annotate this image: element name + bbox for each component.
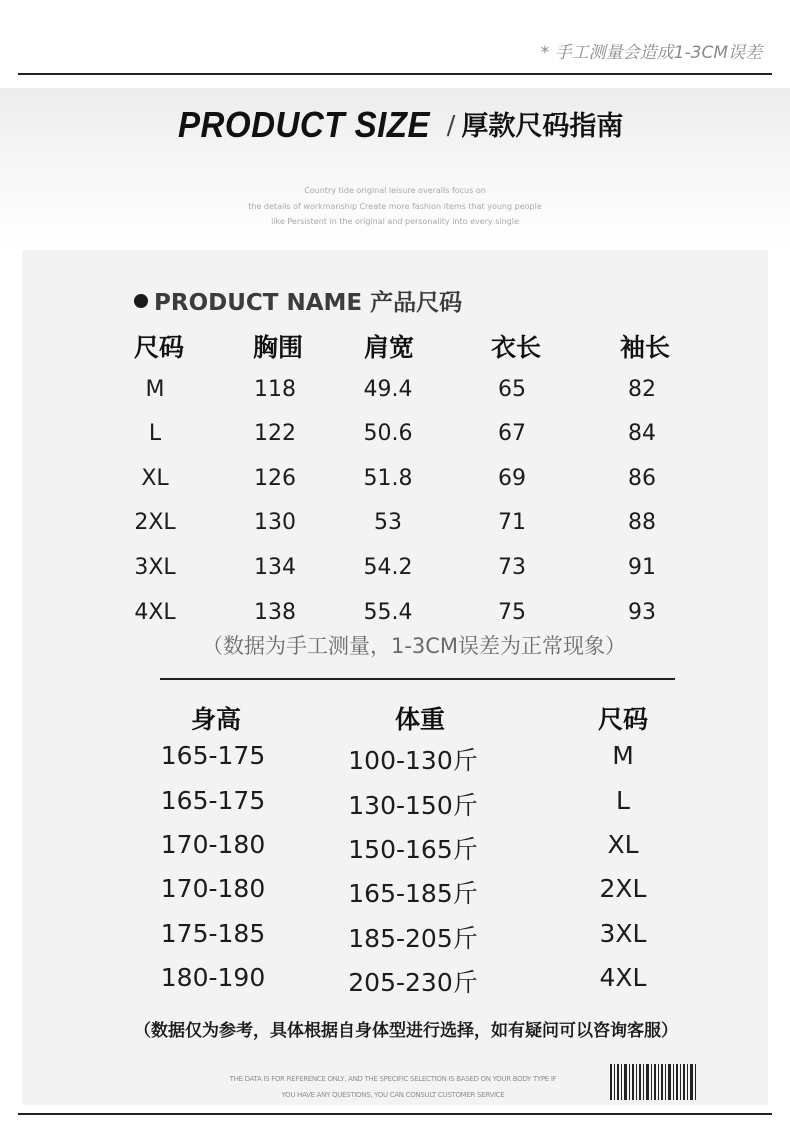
size-cell: 51.8 bbox=[363, 466, 413, 491]
size-cell: 88 bbox=[628, 510, 656, 535]
title-english: PRODUCT SIZE bbox=[177, 104, 430, 145]
title-separator: / bbox=[446, 111, 456, 141]
size-cell: XL bbox=[141, 466, 169, 491]
size-header-chest: 胸围 bbox=[252, 333, 304, 362]
size-cell: 134 bbox=[254, 555, 296, 580]
fit-cell: 205-230斤 bbox=[348, 968, 478, 997]
fit-cell: 150-165斤 bbox=[348, 835, 478, 864]
size-cell: 73 bbox=[498, 555, 526, 580]
footer-disclaimer bbox=[230, 1071, 557, 1103]
size-cell: 122 bbox=[254, 421, 296, 446]
size-cell: 54.2 bbox=[363, 555, 413, 580]
size-cell: 82 bbox=[628, 377, 656, 402]
measurement-note: （数据为手工测量，1-3CM误差为正常现象） bbox=[201, 634, 627, 658]
subtext-line: Country tide original leisure overalls focus on bbox=[304, 186, 486, 195]
size-cell: 4XL bbox=[134, 600, 176, 625]
fit-header-size: 尺码 bbox=[597, 705, 649, 734]
size-cell: 50.6 bbox=[363, 421, 413, 446]
size-header-length: 衣长 bbox=[490, 333, 542, 362]
fit-cell: 2XL bbox=[599, 874, 647, 903]
size-cell: 126 bbox=[254, 466, 296, 491]
fit-cell: 3XL bbox=[599, 919, 647, 948]
size-cell: 53 bbox=[374, 510, 402, 535]
footer-line: THE DATA IS FOR REFERENCE ONLY, AND THE SPECIFIC SELECTION IS BASED ON YOUR BODY TYPE IF bbox=[229, 1075, 557, 1083]
size-cell: 49.4 bbox=[363, 377, 413, 402]
size-cell: 130 bbox=[254, 510, 296, 535]
bullet-dot-icon bbox=[134, 294, 148, 308]
size-cell: M bbox=[145, 377, 165, 402]
size-cell: L bbox=[148, 421, 162, 446]
measurement-error-note: * 手工测量会造成1-3CM误差 bbox=[540, 43, 762, 63]
size-header-shoulder: 肩宽 bbox=[363, 333, 415, 362]
fit-cell: 185-205斤 bbox=[348, 924, 478, 953]
size-cell: 3XL bbox=[134, 555, 176, 580]
title-chinese: 厚款尺码指南 bbox=[461, 111, 624, 142]
size-cell: 75 bbox=[498, 600, 526, 625]
fit-cell: 100-130斤 bbox=[348, 746, 478, 775]
fit-cell: 4XL bbox=[599, 963, 647, 992]
size-cell: 55.4 bbox=[363, 600, 413, 625]
subtext-line: the details of workmanship Create more fashion items that young people bbox=[248, 201, 542, 211]
size-cell: 138 bbox=[254, 600, 296, 625]
top-divider bbox=[18, 73, 772, 75]
page-title bbox=[0, 104, 790, 146]
size-cell: 118 bbox=[254, 377, 296, 402]
fit-cell: 165-175 bbox=[160, 786, 266, 815]
fit-cell: L bbox=[616, 786, 630, 815]
fit-header-height: 身高 bbox=[190, 705, 242, 734]
fit-cell: 180-190 bbox=[160, 963, 266, 992]
section-title bbox=[134, 284, 462, 317]
size-cell: 2XL bbox=[134, 510, 176, 535]
size-header-size: 尺码 bbox=[133, 333, 185, 362]
bottom-divider bbox=[18, 1113, 772, 1115]
header-subtext bbox=[0, 183, 790, 230]
size-cell: 93 bbox=[628, 600, 656, 625]
size-cell: 71 bbox=[498, 510, 526, 535]
fit-cell: 165-175 bbox=[160, 741, 266, 770]
size-cell: 91 bbox=[628, 555, 656, 580]
subtext-line: like Persistent in the original and personality into every single bbox=[271, 217, 519, 226]
table-divider bbox=[160, 678, 675, 680]
fit-cell: 130-150斤 bbox=[348, 791, 478, 820]
size-cell: 65 bbox=[498, 377, 526, 402]
reference-note: （数据仅为参考，具体根据自身体型进行选择，如有疑问可以咨询客服） bbox=[134, 1021, 678, 1041]
fit-header-weight: 体重 bbox=[394, 705, 446, 734]
fit-cell: 175-185 bbox=[160, 919, 266, 948]
fit-cell: XL bbox=[607, 830, 639, 859]
footer-line: YOU HAVE ANY QUESTIONS, YOU CAN CONSULT CUSTOMER SERVICE bbox=[281, 1091, 505, 1099]
size-cell: 69 bbox=[498, 466, 526, 491]
fit-cell: 165-185斤 bbox=[348, 879, 478, 908]
section-title-text: PRODUCT NAME 产品尺码 bbox=[154, 290, 463, 316]
fit-cell: 170-180 bbox=[160, 874, 266, 903]
barcode-icon bbox=[609, 1063, 697, 1101]
fit-cell: 170-180 bbox=[160, 830, 266, 859]
size-cell: 84 bbox=[628, 421, 656, 446]
size-header-sleeve: 袖长 bbox=[619, 333, 671, 362]
size-cell: 67 bbox=[498, 421, 526, 446]
fit-cell: M bbox=[612, 741, 634, 770]
size-cell: 86 bbox=[628, 466, 656, 491]
